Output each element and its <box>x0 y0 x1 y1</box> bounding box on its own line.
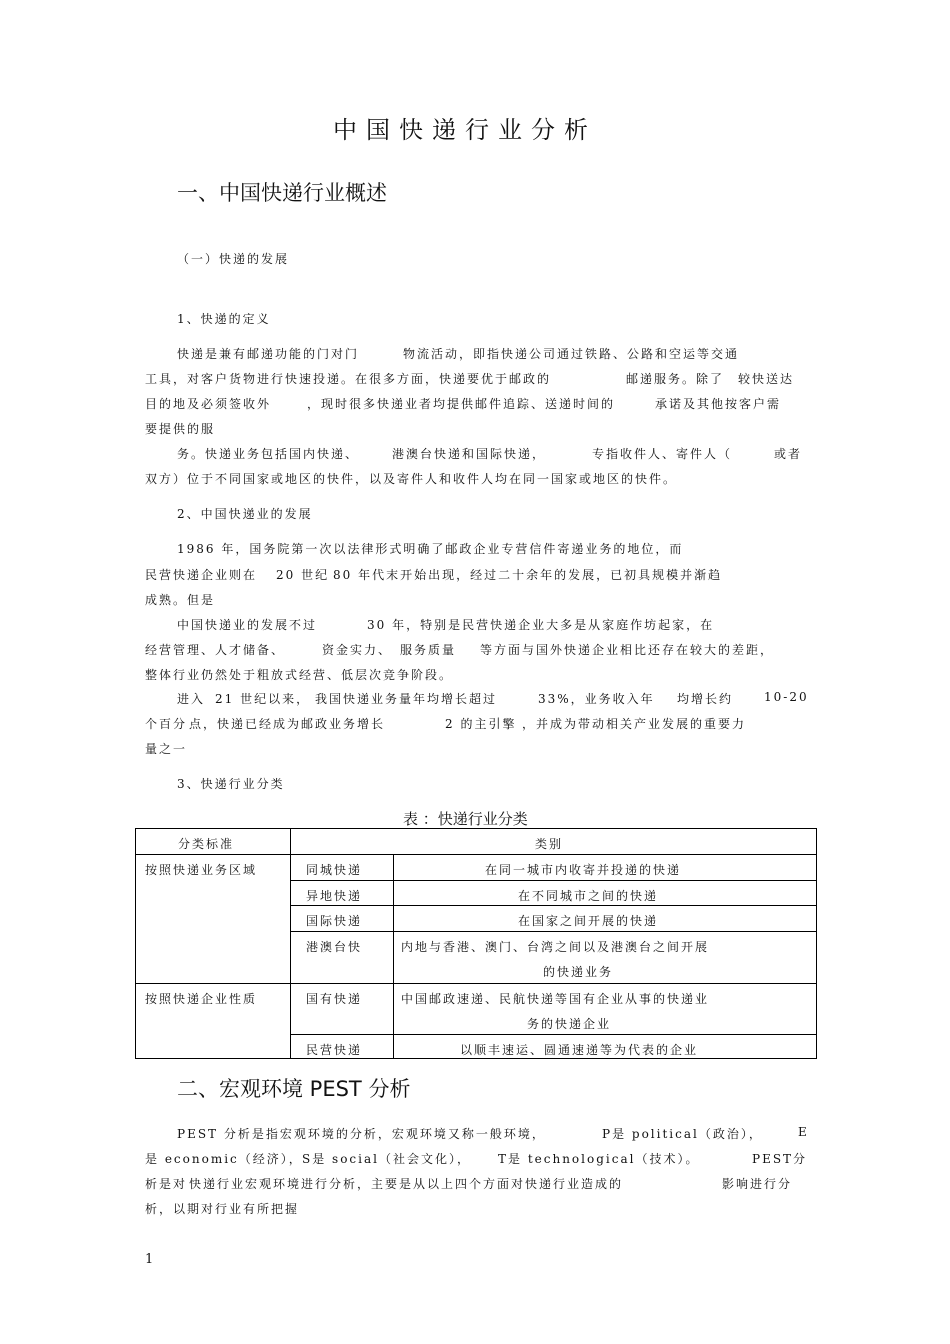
text-run: E <box>798 1125 809 1139</box>
text-run: 进入 <box>177 692 206 706</box>
text-run: ，现时很多快递业者均提供邮件追踪、送递时间的 <box>307 397 616 411</box>
text-run: 2 的主引擎 <box>445 717 517 731</box>
section-heading: 一、中国快递行业概述 <box>177 181 387 205</box>
text-run: 个百分 <box>145 717 188 731</box>
text-run: 邮递服务。除了 <box>626 372 725 386</box>
text-run: 我国快递业务量年均增长超过 <box>315 692 498 706</box>
text-run: 双方）位于不同国家或地区的快件，以及寄件人和收件人均在同一国家或地区的快件。 <box>145 472 678 486</box>
table-divider <box>136 854 816 855</box>
text-run: 成熟。但是 <box>145 593 216 607</box>
table-criterion-cell: 按照快递企业性质 <box>145 992 258 1006</box>
text-run: 点，快递已经成为邮政业务增长 <box>189 717 386 731</box>
table-type-cell: 国际快递 <box>306 914 363 928</box>
text-run: 或者 <box>774 447 803 461</box>
table-caption: 表 ：快递行业分类 <box>403 810 528 828</box>
table-type-cell: 异地快递 <box>306 889 363 903</box>
text-run: 务。快递业务包括国内快递、 <box>177 447 360 461</box>
text-run: 较快送达 <box>738 372 795 386</box>
text-run: 专指收件人、寄件人（ <box>592 447 733 461</box>
text-run: 均增长约 <box>677 692 734 706</box>
text-run: 民营快递企业则在 <box>145 568 258 582</box>
text-run: 目的地及必须签收外 <box>145 397 272 411</box>
table-divider <box>290 1034 816 1035</box>
text-run: 20 世纪 <box>276 568 330 582</box>
numbered-heading: 1、快递的定义 <box>177 312 271 326</box>
text-run: 1986 年，国务院第一次以法律形式明确了邮政企业专营信件寄递业务的地位，而 <box>177 542 684 556</box>
table-header-cell: 分类标准 <box>178 837 235 851</box>
text-run: 中国快递业的发展不过 <box>177 618 318 632</box>
text-run: 析，以期对行业有所把握 <box>145 1202 300 1216</box>
table-desc-cell: 在国家之间开展的快递 <box>518 914 659 928</box>
text-run: 影响进行分 <box>722 1177 793 1191</box>
text-run: 33%，业务收入年 <box>538 692 655 706</box>
table-divider <box>290 829 291 1058</box>
text-run: 量之一 <box>145 742 188 756</box>
text-run: T是 technological（技术）。 <box>498 1152 700 1166</box>
table-header-cell: 类别 <box>535 837 564 851</box>
text-run: 经营管理、人才储备、 <box>145 643 286 657</box>
text-run: 30 年，特别是民营快递企业大多是从家庭作坊起家，在 <box>367 618 715 632</box>
text-run: 承诺及其他按客户需 <box>655 397 782 411</box>
text-run: 是 economic（经济）， <box>145 1152 303 1166</box>
subsection-heading: （一）快递的发展 <box>177 252 290 266</box>
text-run: 物流活动，即指快递公司通过铁路、公路和空运等交通 <box>403 347 740 361</box>
text-run: 21 世纪以来， <box>215 692 311 706</box>
table-type-cell: 民营快递 <box>306 1043 363 1057</box>
numbered-heading: 2、中国快递业的发展 <box>177 507 313 521</box>
classification-table <box>135 828 817 1059</box>
text-run: 整体行业仍然处于粗放式经营、低层次竞争阶段。 <box>145 668 454 682</box>
table-type-cell: 港澳台快 <box>306 940 363 954</box>
numbered-heading: 3、快递行业分类 <box>177 777 285 791</box>
text-run: PEST 分析是指宏观环境的分析，宏观环境又称一般环境， <box>177 1127 546 1141</box>
document-title: 中国快递行业分析 <box>333 116 597 144</box>
text-run: 工具，对客户货物进行快速投递。在很多方面，快递要优于邮政的 <box>145 372 552 386</box>
table-type-cell: 同城快递 <box>306 863 363 877</box>
table-desc-cell: 内地与香港、澳门、台湾之间以及港澳台之间开展 <box>401 940 710 954</box>
text-run: PEST分 <box>752 1152 808 1166</box>
table-divider <box>393 854 394 1058</box>
table-desc-cell: 的快递业务 <box>543 965 614 979</box>
table-divider <box>290 905 816 906</box>
table-desc-cell: 以顺丰速运、圆通速递等为代表的企业 <box>460 1043 699 1057</box>
text-run: S是 social（社会文化）， <box>302 1152 471 1166</box>
text-run: P是 political（政治）， <box>602 1127 763 1141</box>
text-run: 快递行业宏观环境进行分析，主要是从以上四个方面对快递行业造成的 <box>189 1177 624 1191</box>
table-desc-cell: 务的快递企业 <box>527 1017 612 1031</box>
text-run: 港澳台快递和国际快递， <box>392 447 547 461</box>
table-divider <box>290 931 816 932</box>
text-run: 析是对 <box>145 1177 188 1191</box>
table-divider <box>290 880 816 881</box>
table-divider <box>136 983 816 984</box>
text-run: 等方面与国外快递企业相比还存在较大的差距， <box>480 643 775 657</box>
text-run: 80 年代末开始出现，经过二十余年的发展，已初具规模并渐趋 <box>333 568 723 582</box>
table-criterion-cell: 按照快递业务区域 <box>145 863 258 877</box>
table-type-cell: 国有快递 <box>306 992 363 1006</box>
text-run: 资金实力、 <box>322 643 393 657</box>
table-desc-cell: 在不同城市之间的快递 <box>518 889 659 903</box>
table-desc-cell: 中国邮政速递、民航快递等国有企业从事的快递业 <box>401 992 710 1006</box>
text-run: 10-20 <box>764 690 809 704</box>
page-number: 1 <box>145 1252 154 1267</box>
table-desc-cell: 在同一城市内收寄并投递的快递 <box>485 863 682 877</box>
section-heading: 二、宏观环境 PEST 分析 <box>177 1077 411 1101</box>
text-run: 快递是兼有邮递功能的门对门 <box>177 347 360 361</box>
text-run: ，并成为带动相关产业发展的重要力 <box>522 717 747 731</box>
text-run: 要提供的服 <box>145 422 216 436</box>
text-run: 服务质量 <box>400 643 457 657</box>
